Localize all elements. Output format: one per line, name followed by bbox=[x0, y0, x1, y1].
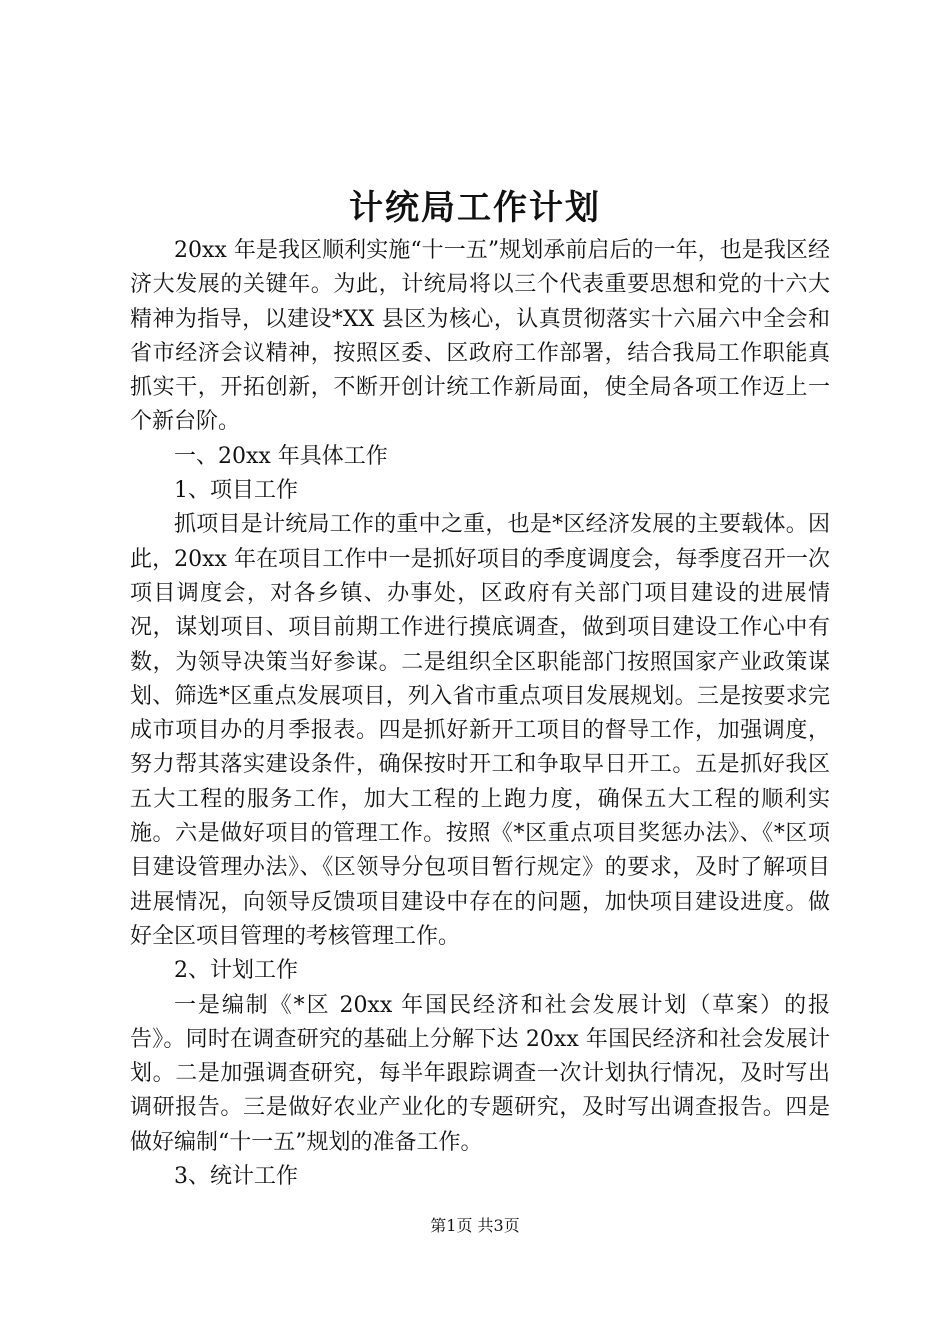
intro-paragraph: 20xx 年是我区顺利实施“十一五”规划承前启后的一年，也是我区经济大发展的关键年。为此，计统局将以三个代表重要思想和党的十六大精神为指导，以建设*XX 县区为核心，认真贯彻落实十六届六中全会和省市经济会议精神，按照区委、区政府工作部署，结合我局工作职能真抓实干，开拓创新，不断开创计统工作新局面，使全局各项工作迈上一个新台阶。 bbox=[130, 238, 830, 435]
subheading-statistics-work: 3、统计工作 bbox=[174, 1164, 298, 1190]
section-heading-specific-work: 一、20xx 年具体工作 bbox=[174, 443, 388, 469]
page-footer: 第1页 共3页 bbox=[430, 1216, 520, 1235]
subheading-project-work: 1、项目工作 bbox=[174, 478, 298, 504]
document-body bbox=[130, 234, 830, 1194]
subheading-plan-work: 2、计划工作 bbox=[174, 958, 298, 984]
document-title: 计统局工作计划 bbox=[349, 188, 601, 228]
project-work-paragraph: 抓项目是计统局工作的重中之重，也是*区经济发展的主要载体。因此，20xx 年在项目工作中一是抓好项目的季度调度会，每季度召开一次项目调度会，对各乡镇、办事处，区政府有关部门项目建设的进展情况，谋划项目、项目前期工作进行摸底调查，做到项目建设工作心中有数，为领导决策当好参谋。二是组织全区职能部门按照国家产业政策谋划、筛选*区重点发展项目，列入省市重点项目发展规划。三是按要求完成市项目办的月季报表。四是抓好新开工项目的督导工作，加强调度，努力帮其落实建设条件，确保按时开工和争取早日开工。五是抓好我区五大工程的服务工作，加大工程的上跑力度，确保五大工程的顺利实施。六是做好项目的管理工作。按照《*区重点项目奖惩办法》、《*区项目建设管理办法》、《区领导分包项目暂行规定》的要求，及时了解项目进展情况，向领导反馈项目建设中存在的问题，加快项目建设进度。做好全区项目管理的考核管理工作。 bbox=[130, 512, 830, 949]
plan-work-paragraph: 一是编制《*区 20xx 年国民经济和社会发展计划（草案）的报告》。同时在调查研究的基础上分解下达 20xx 年国民经济和社会发展计划。二是加强调查研究，每半年跟踪调查一次计划执行情况，及时写出调研报告。三是做好农业产业化的专题研究，及时写出调查报告。四是做好编制“十一五”规划的准备工作。 bbox=[130, 992, 830, 1155]
